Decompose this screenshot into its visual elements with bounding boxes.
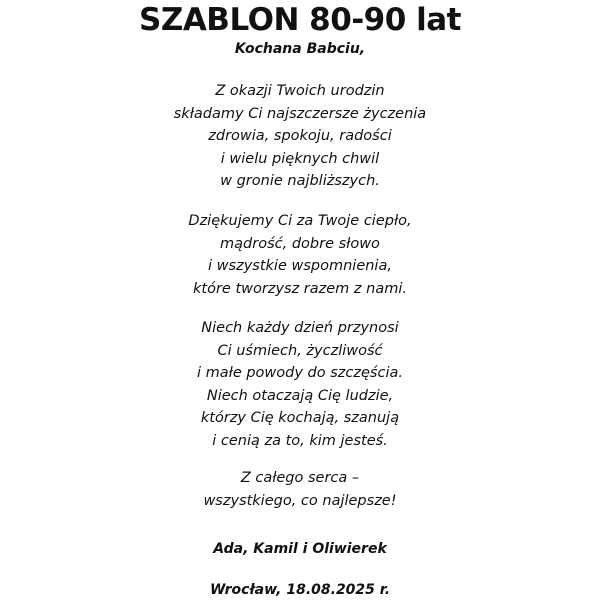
stanza-4 xyxy=(0,467,600,512)
greeting: Kochana Babciu, xyxy=(234,41,366,57)
stanza-3 xyxy=(0,317,600,452)
stanza-line: i wielu pięknych chwil xyxy=(220,150,380,167)
stanza-line: i małe powody do szczęścia. xyxy=(197,365,403,381)
stanza-line: i cenią za to, kim jesteś. xyxy=(212,432,388,449)
stanza-line: mądrość, dobre słowo xyxy=(220,235,380,252)
stanza-line: które tworzysz razem z nami. xyxy=(193,280,407,297)
stanza-line: Niech każdy dzień przynosi xyxy=(201,320,399,336)
signature: Ada, Kamil i Oliwierek xyxy=(213,541,387,557)
stanza-line: i wszystkie wspomnienia, xyxy=(208,258,392,274)
stanza-line: Z okazji Twoich urodzin xyxy=(215,83,385,99)
stanza-line: Ci uśmiech, życzliwość xyxy=(217,342,383,359)
stanza-line: składamy Ci najszczersze życzenia xyxy=(173,105,427,122)
place-date: Wrocław, 18.08.2025 r. xyxy=(209,582,391,598)
stanza-line: wszystkiego, co najlepsze! xyxy=(203,492,397,509)
stanza-line: Niech otaczają Cię ludzie, xyxy=(206,387,394,404)
stanza-line: zdrowia, spokoju, radości xyxy=(208,128,392,144)
stanza-line: Dziękujemy Ci za Twoje ciepło, xyxy=(188,213,412,229)
stanza-line: którzy Cię kochają, szanują xyxy=(200,410,400,426)
document-title: SZABLON 80-90 lat xyxy=(139,2,461,38)
stanza-2 xyxy=(0,210,600,300)
stanza-line: w gronie najbliższych. xyxy=(220,173,380,189)
stanza-1 xyxy=(0,80,600,193)
stanza-line: Z całego serca – xyxy=(240,470,360,486)
